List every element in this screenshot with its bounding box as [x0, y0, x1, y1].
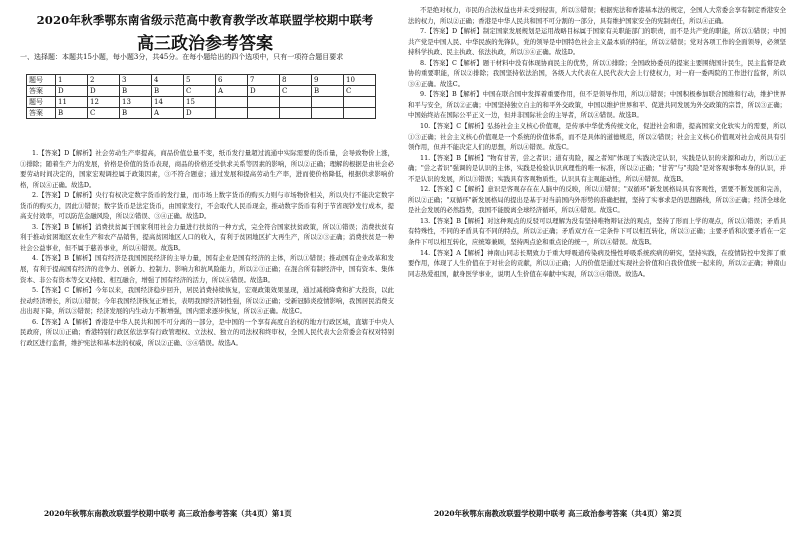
answer-table-cell: 4 [152, 75, 184, 86]
answer-table-cell: C [88, 108, 120, 119]
answer-table-row [27, 86, 376, 97]
answer-table-cell [344, 108, 376, 119]
explanation-paragraph: 5.【答案】C【解析】今年以来，我国经济稳步回升，居民消费持续恢复，宏观政策效果显现，通过减税降费和扩大投资，以此拉动经济增长，所以①错误；今年我国经济恢复正增长，表明我国经济韧性强，所以②正确；受新冠肺炎疫情影响，我国居民消费支出出现下降，所以③错误；经济发展的内生动力不断增强，国内需求逐步恢复，所以④正确。故选C。 [20, 286, 394, 316]
answer-table-cell: B [120, 86, 152, 97]
answer-table [26, 74, 376, 119]
answer-table-cell [344, 97, 376, 108]
answer-table-cell: C [280, 86, 312, 97]
explanation-paragraph: 不是绝对权力，市民的合法权益也并未受到侵害，所以③错误；根据宪法和香港基本法的规定，全国人大常委会享有制定香港安全法的权力，所以②正确；香港是中华人民共和国不可分割的一部分，具有维护国家安全的宪制责任，所以④正确。 [408, 6, 786, 25]
answer-table-cell: 9 [312, 75, 344, 86]
answer-table-cell [216, 97, 248, 108]
answer-table-cell: 15 [184, 97, 216, 108]
answer-table-cell: 2 [88, 75, 120, 86]
answer-table-row [27, 75, 376, 86]
explanation-paragraph: 3.【答案】B【解析】消费扶贫属于国家利用社会力量进行扶贫的一种方式，完全符合国家扶贫政策，所以①错误；消费扶贫有利于推动贫困地区农业生产和农产品销售，提高贫困地区人口的收入，有利于贫困地区扩大再生产，所以②③正确；消费扶贫是一种社会公益事业，但不属于慈善事业，所以④错误。故选B。 [20, 222, 394, 252]
answer-key-title: 高三政治参考答案 [137, 34, 273, 54]
left-explanations [20, 148, 394, 498]
explanation-paragraph: 2.【答案】D【解析】央行有权决定数字货币的发行量，而市场上数字货币的购买力则与市场物价相关，所以央行不能决定数字货币的购买力，因此①错误；数字货币是法定货币，由国家发行，不会取代人民币现金，推动数字货币有利于节省现钞发行成本，提高支付效率，可以防范金融风险，所以②错误、③④正确。故选D。 [20, 191, 394, 221]
answer-table-cell: A [152, 108, 184, 119]
answer-table-cell: 12 [88, 97, 120, 108]
explanation-paragraph: 7.【答案】D【解析】制定国家发展规划是运用战略目标属于国家有关职能部门的职责，而不是共产党的职能，所以①错误；中国共产党是中国人民、中华民族的先锋队，党的领导是中国特色社会主义最本质的特征，所以②错误；党对各项工作的全面领导，必须坚持科学执政、民主执政、依法执政，所以③④正确。故选D。 [408, 27, 786, 57]
exam-title: 2020年秋季鄂东南省级示范高中教育教学改革联盟学校期中联考 [36, 13, 374, 27]
answer-table-header-cell: 答案 [27, 108, 56, 119]
answer-table-cell: 3 [120, 75, 152, 86]
answer-table-cell: C [344, 86, 376, 97]
answer-table-cell: B [152, 86, 184, 97]
answer-table-cell: D [56, 86, 88, 97]
answer-table-cell [280, 97, 312, 108]
explanation-paragraph: 12.【答案】C【解析】意识是客观存在在人脑中的反映，所以①错误；"双循环"新发展格局具有客观性，需要不断发展和完善，所以②正确；"双循环"新发展格局的提出是基于对当前国内外形势的准确把握，坚持了实事求是的思想路线，所以③正确；经济全球化是社会发展的必然趋势，我国不能脱离全球经济循环，所以④错误。故选C。 [408, 185, 786, 215]
answer-table-cell: 1 [56, 75, 88, 86]
explanation-paragraph: 14.【答案】A【解析】神南山同志长期致力于重大呼吸道传染病及慢性呼吸系统疾病的研究，坚持实践，在疫情防控中发挥了重要作用，体现了人生价值在于对社会的贡献，所以①正确；人的价值是通过实现社会价值和自我价值统一起来的，所以②正确；神南山同志热爱祖国，献身医学事业，说明人生价值在奉献中实现，所以③④错误。故选A。 [408, 248, 786, 278]
answer-table-cell: D [184, 108, 216, 119]
answer-table-cell: 8 [280, 75, 312, 86]
explanation-paragraph: 13.【答案】B【解析】对这种观点的反驳可以理解为没有坚持唯物辩证法的观点，坚持了形而上学的观点，所以①错误；矛盾具有特殊性，不同的矛盾具有不同的特点，所以②正确；矛盾双方在一定条件下可以相互转化，所以③正确；主要矛盾和次要矛盾在一定条件下可以相互转化，应统筹兼顾，坚持两点论和重点论的统一，所以④错误。故选B。 [408, 216, 786, 247]
explanation-paragraph: 6.【答案】A【解析】香港是中华人民共和国不可分离的一部分，是中国的一个享有高度自治权的地方行政区域，直辖于中央人民政府，所以①正确；香港特别行政区依法享有行政管理权、立法权、独立的司法权和终审权，全国人民代表大会常委会有权对特别行政区进行监督，维护宪法和基本法的权威，所以②正确、③④错误。故选A。 [20, 317, 394, 347]
answer-table-cell: B [56, 108, 88, 119]
answer-table-cell: 14 [152, 97, 184, 108]
right-page [404, 0, 788, 550]
answer-table-cell [248, 108, 280, 119]
page-footer-left: 2020年秋鄂东南教改联盟学校期中联考 高三政治参考答案（共4页）第1页 [44, 509, 292, 518]
answer-table-header-cell: 题号 [27, 75, 56, 86]
answer-table-header-cell: 答案 [27, 86, 56, 97]
answer-table-cell: 13 [120, 97, 152, 108]
answer-table-cell: D [88, 86, 120, 97]
answer-table-cell [312, 108, 344, 119]
answer-table-row [27, 97, 376, 108]
explanation-paragraph: 10.【答案】C【解析】弘扬社会主义核心价值观，是传承中华优秀传统文化，促进社会和谐，提高国家文化软实力的需要，所以①③正确；社会主义核心价值观是一个系统的价值体系，而不是具体的道德规范，所以②错误；社会主义核心价值观对社会成员具有引领作用，但并不能决定人们的思想，所以④错误。故选C。 [408, 122, 786, 152]
answer-table-cell [216, 108, 248, 119]
answer-table-row [27, 108, 376, 119]
answer-table-cell: 5 [184, 75, 216, 86]
explanation-paragraph: 9.【答案】B【解析】中国在联合国中发挥着重要作用，但不是领导作用，所以①错误；中国积极参加联合国维和行动，维护世界和平与安全，所以②正确；中国坚持独立自主的和平外交政策，中国以维护世界和平、促进共同发展为外交政策的宗旨，所以③正确；中国始终站在国际公平正义一边，但并非国际社会的主导者，所以④错误。故选B。 [408, 90, 786, 120]
left-page [6, 0, 398, 550]
explanation-paragraph: 4.【答案】B【解析】国有经济是我国国民经济的主导力量，国有企业是国有经济的主体，所以①错误；推动国有企业改革和发展，有利于提高国有经济的竞争力、创新力、控制力、影响力和抗风险能力，所以②③正确；在混合所有制经济中，国有资本、集体资本、非公有资本等交叉持股、相互融合，增强了国有经济的活力，所以④错误。故选B。 [20, 254, 394, 284]
section-intro: 一、选择题：本题共15小题，每小题3分，共45分。在每小题给出的四个选项中，只有一项符合题目要求 [20, 53, 344, 61]
answer-table-header-cell: 题号 [27, 97, 56, 108]
answer-table-cell: 6 [216, 75, 248, 86]
answer-table-cell: B [312, 86, 344, 97]
answer-table-cell [280, 108, 312, 119]
answer-table-cell: 7 [248, 75, 280, 86]
answer-table-cell: 10 [344, 75, 376, 86]
answer-table-cell: B [120, 108, 152, 119]
right-explanations [408, 5, 786, 503]
answer-table-cell: A [216, 86, 248, 97]
explanation-paragraph: 1.【答案】D【解析】社会劳动生产率提高，商品价值总量不变，纸币发行量超过流通中实际需要的货币量，会导致物价上涨，①排除；随着生产力的发展，价格是价值的货币表现，商品的价格还受供求关系等因素的影响，所以②正确；理解的根据是由社会必要劳动时间决定的，国家宏观调控属于政策因素，③不符合题意；通过发展和提高劳动生产率，进而使价格降低，根据供求影响价格，所以④正确。故选D。 [20, 149, 394, 189]
answer-table-cell: 11 [56, 97, 88, 108]
answer-table-cell [312, 97, 344, 108]
explanation-paragraph: 8.【答案】C【解析】题干材料中没有体现协商民主的优势，所以①排除；全国政协委员的提案主要围绕国计民生，民主监督是政协的重要职能，所以②排除；我国坚持依法治国，各级人大代表在人民代表大会上行使权力，对一府一委两院的工作进行监督，所以③④正确。故选C。 [408, 58, 786, 88]
answer-table-cell: D [248, 86, 280, 97]
answer-table-cell: C [184, 86, 216, 97]
explanation-paragraph: 11.【答案】B【解析】"物有甘苦，尝之者识；道有夷险，履之者知"体现了实践决定认识，实践是认识的来源和动力，所以①正确；"尝之者识"强调的是认识的主体，实践是检验认识真理性的唯一标准，所以②正确；"甘苦"与"夷险"是对客观事物本身的认识，并不是认识的发展，所以③错误；实践具有客观物质性，认识具有主观能动性，所以④错误。故选B。 [408, 153, 786, 183]
answer-table-cell [248, 97, 280, 108]
page-footer-right: 2020年秋鄂东南教改联盟学校期中联考 高三政治参考答案（共4页）第2页 [434, 509, 682, 518]
